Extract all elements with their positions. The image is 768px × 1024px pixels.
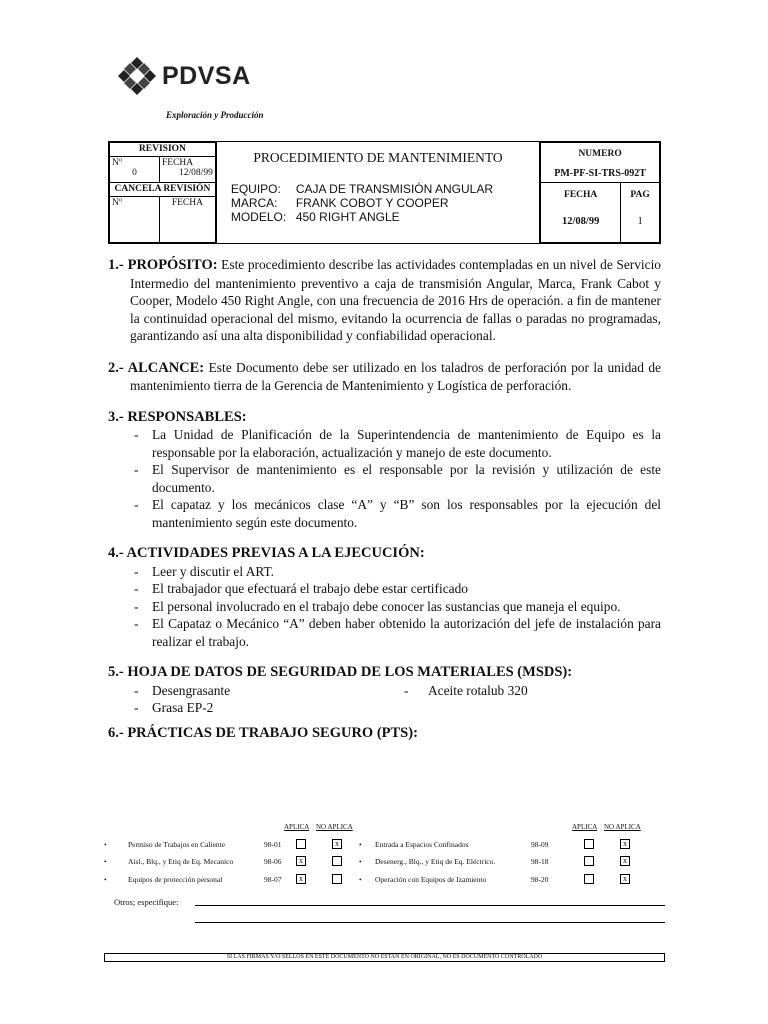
no-aplica-checkbox[interactable]: x <box>620 839 630 849</box>
list-item: - El capataz y los mecánicos clase “A” y “B” son los responsables por la ejecución del mantenimiento según este documento. <box>130 496 661 531</box>
brand-name: PDVSA <box>162 61 251 90</box>
section-actividades <box>108 545 661 650</box>
header-table <box>108 141 661 244</box>
list-item: - El Capataz o Mecánico “A” deben haber obtenido la autorización del jefe de instalación para realizar el trabajo. <box>130 615 661 650</box>
section-responsables <box>108 409 661 532</box>
sub-brand: Exploración y Producción <box>166 110 264 120</box>
pdvsa-logo-icon <box>116 55 158 97</box>
msds-item: Desengrasante <box>152 682 231 698</box>
equipment-info: EQUIPO: CAJA DE TRANSMISIÓN ANGULAR MARCA: FRANK COBOT Y COOPER MODELO: 450 RIGHT ANGLE <box>230 182 493 224</box>
no-aplica-checkbox[interactable]: x <box>620 856 630 866</box>
no-aplica-header: NO APLICA <box>604 823 641 831</box>
section-pts-title: 6.- PRÁCTICAS DE TRABAJO SEGURO (PTS): <box>108 724 418 741</box>
pts-row: • Equipos de protección personal 98-07 <box>104 874 282 884</box>
cancela-revision-label: CANCELA REVISIÓN <box>110 183 216 197</box>
otros-line[interactable] <box>195 922 665 923</box>
revision-label: REVISION <box>110 143 216 157</box>
section-title: 5.- HOJA DE DATOS DE SEGURIDAD DE LOS MATERIALES (MSDS): <box>108 664 573 680</box>
otros-line[interactable] <box>195 905 665 906</box>
marca-value: FRANK COBOT Y COOPER <box>295 196 449 210</box>
rev-number: 0 <box>132 168 137 178</box>
aplica-checkbox[interactable]: x <box>296 856 306 866</box>
numero-value: PM-PF-SI-TRS-092T <box>554 168 646 179</box>
aplica-header: APLICA <box>572 823 598 831</box>
aplica-header: APLICA <box>284 823 310 831</box>
section-title: 4.- ACTIVIDADES PREVIAS A LA EJECUCIÓN: <box>108 545 425 561</box>
numero-cell <box>540 142 661 244</box>
no-aplica-checkbox[interactable] <box>332 874 342 884</box>
aplica-checkbox[interactable] <box>296 839 306 849</box>
list-item: - El trabajador que efectuará el trabajo debe estar certificado <box>130 580 661 598</box>
section-text: Este procedimiento describe las actividades contempladas en un nivel de Servicio Intermedio del mantenimiento preventivo a caja de transmisión Angular, Marca, Frank Cabot y Cooper, Modelo 450 Right Angle, con una frecuencia de 2016 Hrs de operación. a fin de mantener la continuidad operacional del mismo, evitando la ocurrencia de fallas o paradas no programadas, garantizando así una alta disponibilidad y confiabilidad operacional. <box>130 257 661 343</box>
rev-date: 12/08/99 <box>179 168 213 178</box>
cancel-n-label: Nº <box>110 197 160 243</box>
section-proposito <box>108 256 661 345</box>
section-title: 2.- ALCANCE: <box>108 359 205 376</box>
aplica-checkbox[interactable] <box>584 856 594 866</box>
rev-date-cell: FECHA 12/08/99 <box>160 157 216 183</box>
rev-number-cell: Nº 0 <box>110 157 160 183</box>
pts-row: • Entrada a Espacios Confinados 98-09 <box>359 839 549 849</box>
msds-item: Grasa EP-2 <box>152 699 214 715</box>
msds-item: Aceite rotalub 320 <box>428 682 528 698</box>
aplica-checkbox[interactable] <box>584 839 594 849</box>
footer-notice: SI LAS FIRMAS Y/O SELLOS EN ESTE DOCUMENTO NO ESTAN EN ORIGINAL, NO ES DOCUMENTO CONTROLADO <box>104 953 665 962</box>
list-item: - El Supervisor de mantenimiento es el responsable por la revisión y utilización de este documento. <box>130 461 661 496</box>
section-msds: 5.- HOJA DE DATOS DE SEGURIDAD DE LOS MATERIALES (MSDS): - Desengrasante - Grasa EP-2 - Aceite rotalub 320 <box>108 664 661 717</box>
cancel-fecha-label: FECHA <box>160 197 216 243</box>
list-item: - La Unidad de Planificación de la Superintendencia de mantenimiento de Equipo es la responsable por la elaboración, actualización y manejo de este documento. <box>130 426 661 461</box>
no-aplica-checkbox[interactable]: x <box>620 874 630 884</box>
section-alcance <box>108 359 661 395</box>
section-title: 3.- RESPONSABLES: <box>108 408 247 425</box>
procedure-title: PROCEDIMIENTO DE MANTENIMIENTO <box>253 150 503 165</box>
pts-row: • Operación con Equipos de Izamiento 98-20 <box>359 874 549 884</box>
pag-label: PAG <box>630 190 650 200</box>
list-item: - Leer y discutir el ART. <box>130 563 661 581</box>
equipo-value: CAJA DE TRANSMISIÓN ANGULAR <box>295 182 493 196</box>
document-body <box>108 256 661 742</box>
aplica-checkbox[interactable] <box>584 874 594 884</box>
numero-label: NUMERO <box>578 149 622 159</box>
list-item: - El personal involucrado en el trabajo debe conocer las sustancias que maneja el equipo. <box>130 598 661 616</box>
no-aplica-header: NO APLICA <box>316 823 353 831</box>
no-aplica-checkbox[interactable] <box>332 856 342 866</box>
modelo-value: 450 RIGHT ANGLE <box>295 210 400 224</box>
pag-value: 1 <box>637 216 643 227</box>
otros-label: Otros; especifique: <box>114 897 179 907</box>
revision-cell <box>109 142 217 244</box>
pts-row: • Permiso de Trabajos en Caliente 98-01 <box>104 839 282 849</box>
pdvsa-logo <box>116 56 251 96</box>
fecha-label: FECHA <box>564 190 598 200</box>
procedure-cell <box>216 142 539 244</box>
section-text: Este Documento debe ser utilizado en los taladros de perforación por la unidad de mantenimiento tierra de la Gerencia de Mantenimiento y Logística de perforación. <box>130 359 661 393</box>
fecha-value: 12/08/99 <box>561 216 600 227</box>
section-title: 1.- PROPÓSITO: <box>108 257 218 273</box>
pts-row: • Aisl., Blq., y Etiq de Eq. Mecanico 98-06 <box>104 856 282 866</box>
aplica-checkbox[interactable]: x <box>296 874 306 884</box>
no-aplica-checkbox[interactable]: x <box>332 839 342 849</box>
pts-row: • Desenerg., Blq., y Etiq de Eq. Eléctrico. 98-18 <box>359 856 549 866</box>
